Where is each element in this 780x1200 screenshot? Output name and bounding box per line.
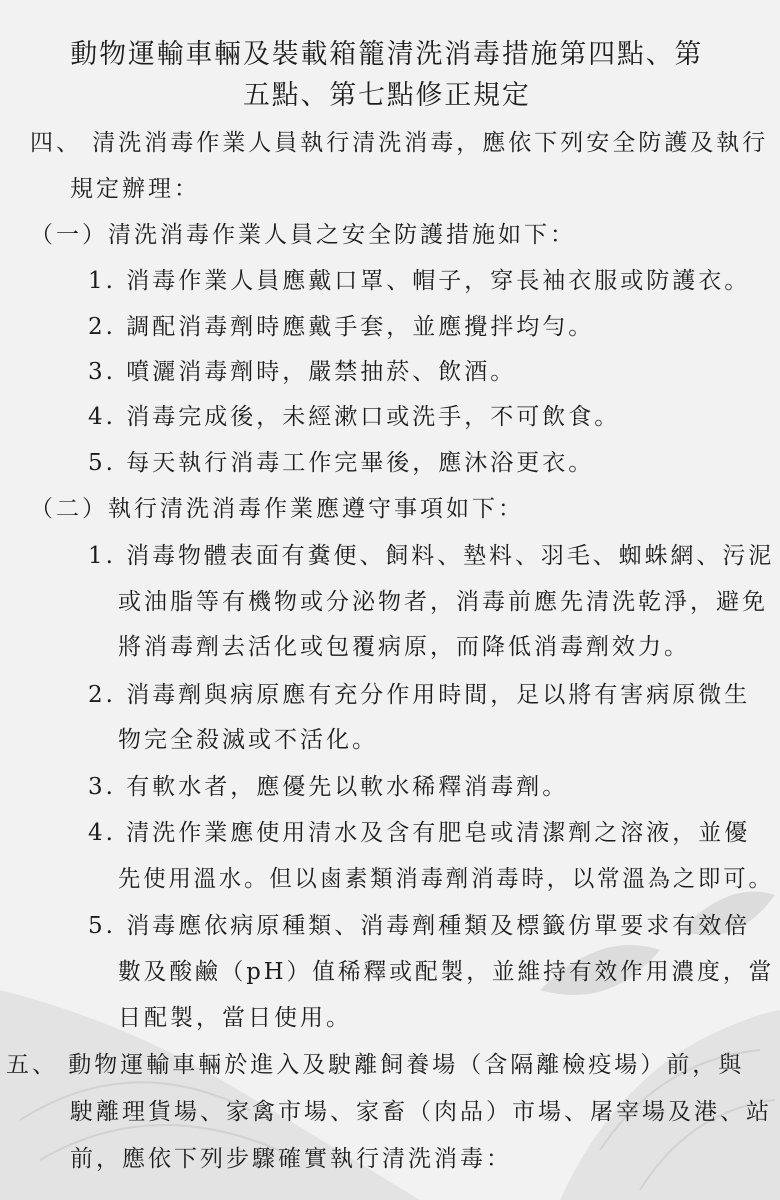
section-4-line-2: 規定辦理： <box>70 176 200 202</box>
part-1-item-5: 5. 每天執行消毒工作完畢後，應沐浴更衣。 <box>88 450 595 476</box>
part-2-item-4-line-1: 4. 清洗作業應使用清水及含有肥皂或清潔劑之溶液，並優 <box>88 820 751 846</box>
part-2-item-3: 3. 有軟水者，應優先以軟水稀釋消毒劑。 <box>88 774 569 800</box>
part-1-item-2: 2. 調配消毒劑時應戴手套，並應攪拌均勻。 <box>88 314 595 340</box>
section-5-line-3: 前，應依下列步驟確實執行清洗消毒： <box>70 1146 512 1172</box>
section-4-line-1: 四、 清洗消毒作業人員執行清洗消毒，應依下列安全防護及執行 <box>30 130 769 156</box>
part-2-item-5-line-2: 數及酸鹼（pH）值稀釋或配製，並維持有效作用濃度，當 <box>118 959 775 985</box>
part-1-item-4: 4. 消毒完成後，未經漱口或洗手，不可飲食。 <box>88 404 621 430</box>
part-2-item-5-line-1: 5. 消毒應依病原種類、消毒劑種類及標籤仿單要求有效倍 <box>88 913 751 939</box>
section-5-line-1: 五、 動物運輸車輛於進入及駛離飼養場（含隔離檢疫場）前，與 <box>6 1052 745 1078</box>
part-2-item-2-line-2: 物完全殺滅或不活化。 <box>118 727 378 753</box>
part-2-item-1-line-1: 1. 消毒物體表面有糞便、飼料、墊料、羽毛、蜘蛛網、污泥 <box>88 543 775 569</box>
part-2-item-1-line-3: 將消毒劑去活化或包覆病原，而降低消毒劑效力。 <box>118 634 690 660</box>
part-2-heading: （二）執行清洗消毒作業應遵守事項如下： <box>30 496 524 522</box>
part-2-item-4-line-2: 先使用溫水。但以鹵素類消毒劑消毒時，以常溫為之即可。 <box>118 866 774 892</box>
section-5-line-2: 駛離理貨場、家禽市場、家畜（肉品）市場、屠宰場及港、站 <box>70 1099 772 1125</box>
part-1-item-1: 1. 消毒作業人員應戴口罩、帽子，穿長袖衣服或防護衣。 <box>88 268 751 294</box>
title-line-2: 五點、第七點修正規定 <box>243 80 531 111</box>
part-1-item-3: 3. 噴灑消毒劑時，嚴禁抽菸、飲酒。 <box>88 359 517 385</box>
part-2-item-5-line-3: 日配製，當日使用。 <box>118 1005 352 1031</box>
title-line-1: 動物運輸車輛及裝載箱籠清洗消毒措施第四點、第 <box>70 39 704 70</box>
part-2-item-2-line-1: 2. 消毒劑與病原應有充分作用時間，足以將有害病原微生 <box>88 682 751 708</box>
part-2-item-1-line-2: 或油脂等有機物或分泌物者，消毒前應先清洗乾淨，避免 <box>118 589 768 615</box>
part-1-heading: （一）清洗消毒作業人員之安全防護措施如下： <box>30 222 576 248</box>
